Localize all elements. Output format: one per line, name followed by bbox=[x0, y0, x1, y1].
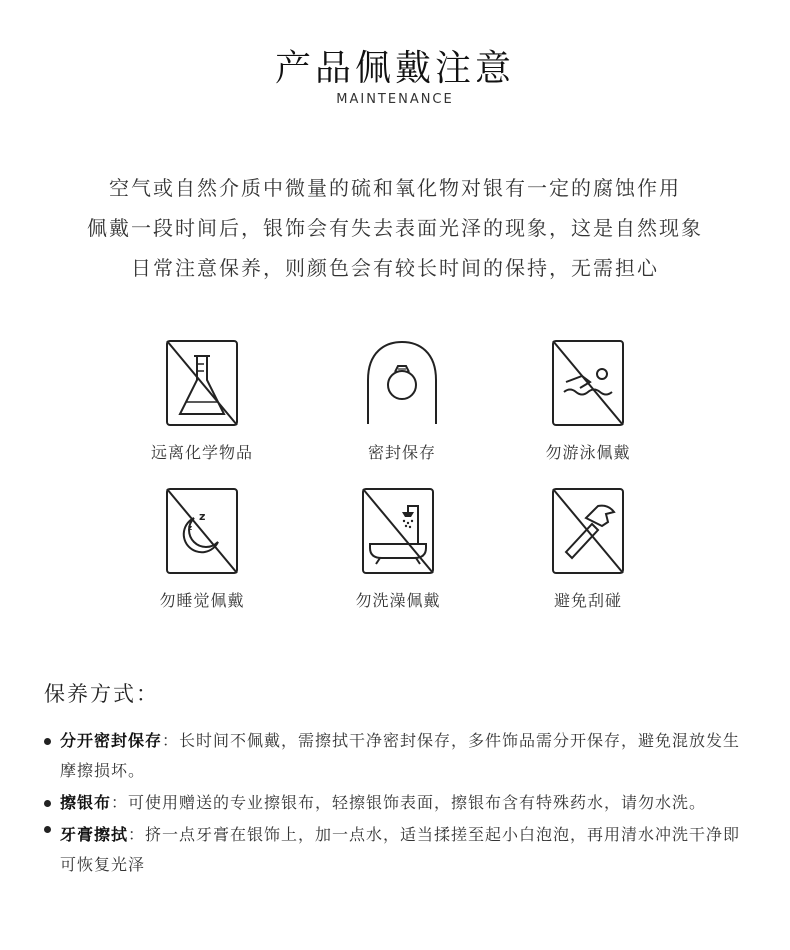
care-item-separator: ： bbox=[111, 793, 129, 812]
sealed-pouch-icon bbox=[365, 340, 439, 426]
bullet-icon bbox=[44, 738, 51, 745]
intro-line: 佩戴一段时间后，银饰会有失去表面光泽的现象，这是自然现象 bbox=[87, 216, 703, 240]
svg-text:z: z bbox=[188, 524, 193, 532]
icon-cell-sealed bbox=[302, 340, 502, 463]
care-item-text: 可使用赠送的专业擦银布，轻擦银饰表面，擦银布含有特殊药水，请勿水洗。 bbox=[128, 793, 707, 812]
intro-line: 日常注意保养，则颜色会有较长时间的保持，无需担心 bbox=[131, 256, 659, 280]
icon-label: 远离化学物品 bbox=[150, 443, 253, 462]
list-item bbox=[44, 788, 744, 818]
icon-cell-scratch bbox=[488, 488, 688, 611]
bath-prohibited-icon bbox=[362, 488, 434, 574]
care-item-separator: ： bbox=[128, 825, 146, 844]
hammer-prohibited-icon bbox=[552, 488, 624, 574]
care-item-name: 分开密封保存 bbox=[60, 731, 163, 750]
icon-cell-bath bbox=[298, 488, 498, 611]
icon-label: 勿睡觉佩戴 bbox=[159, 591, 245, 610]
page-subtitle: MAINTENANCE bbox=[336, 92, 454, 107]
icon-label: 勿洗澡佩戴 bbox=[355, 591, 441, 610]
svg-text:z: z bbox=[199, 510, 206, 523]
care-item-text: 挤一点牙膏在银饰上，加一点水，适当揉搓至起小白泡泡，再用清水冲洗干净即可恢复光泽 bbox=[60, 825, 741, 874]
bullet-icon bbox=[44, 800, 51, 807]
icon-cell-sleep bbox=[102, 488, 302, 611]
care-item-text: 长时间不佩戴，需擦拭干净密封保存，多件饰品需分开保存，避免混放发生摩擦损坏。 bbox=[60, 731, 741, 780]
icon-label: 避免刮碰 bbox=[553, 591, 622, 610]
page-title: 产品佩戴注意 bbox=[274, 48, 515, 89]
intro-paragraph bbox=[0, 168, 790, 288]
swimming-prohibited-icon bbox=[552, 340, 624, 426]
care-item-name: 擦银布 bbox=[60, 793, 112, 812]
care-list bbox=[44, 726, 744, 880]
flask-prohibited-icon bbox=[166, 340, 238, 426]
care-item-separator: ： bbox=[162, 731, 180, 750]
icon-cell-swimming bbox=[488, 340, 688, 463]
list-item bbox=[44, 820, 744, 880]
care-item-name: 牙膏擦拭 bbox=[60, 825, 129, 844]
bullet-icon bbox=[44, 826, 51, 833]
sleep-prohibited-icon bbox=[166, 488, 238, 574]
intro-line: 空气或自然介质中微量的硫和氧化物对银有一定的腐蚀作用 bbox=[109, 176, 681, 200]
icon-cell-chemicals bbox=[102, 340, 302, 463]
icon-label: 勿游泳佩戴 bbox=[545, 443, 631, 462]
care-heading: 保养方式： bbox=[44, 682, 159, 706]
list-item bbox=[44, 726, 744, 786]
icon-label: 密封保存 bbox=[367, 443, 436, 462]
